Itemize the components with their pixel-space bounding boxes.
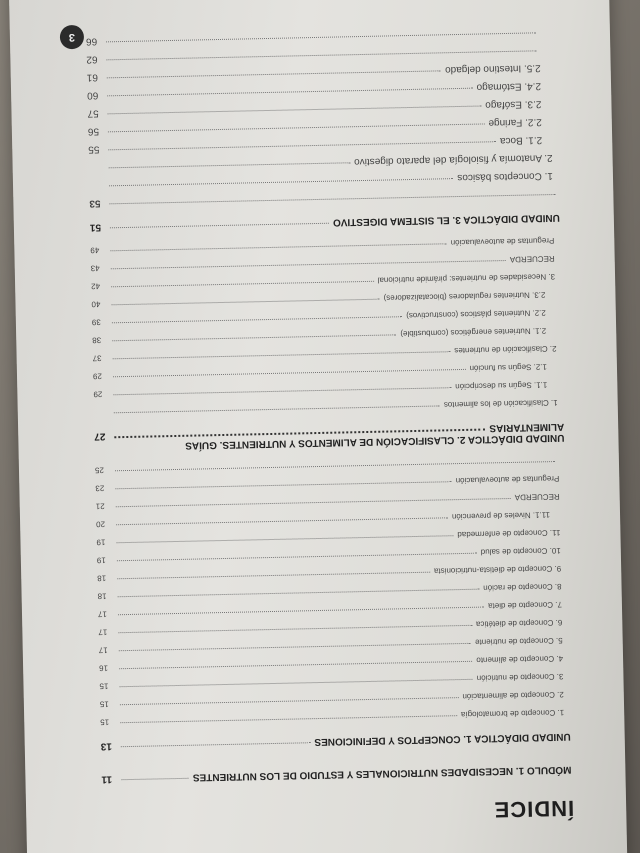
toc-entry-page: 39 <box>91 317 101 327</box>
dot-leader <box>112 316 402 323</box>
dot-leader <box>121 778 188 780</box>
toc-entry-label: 1.1. Según su descripción <box>455 380 548 392</box>
toc-entry-label: 10. Concepto de salud <box>480 545 561 557</box>
toc-entry-page: 16 <box>99 663 109 673</box>
toc-entry-page: 15 <box>100 717 110 727</box>
toc-entry-label: 2.2. Faringe <box>488 116 542 129</box>
toc-entry-page: 42 <box>91 281 101 291</box>
toc-entry-page: 57 <box>87 107 99 119</box>
toc-entry-label: 1.2. Según su función <box>469 362 548 373</box>
dot-leader <box>114 405 440 413</box>
toc-entry-label: Preguntas de autoevaluación <box>455 473 560 486</box>
toc-entry-label: Preguntas de autoevaluación <box>450 236 555 248</box>
unit1-label: UNIDAD DIDÁCTICA 1. CONCEPTOS Y DEFINICIONES <box>314 730 571 748</box>
dot-leader <box>109 162 350 168</box>
toc-entry-page: 29 <box>92 371 103 381</box>
unit3-label: UNIDAD DIDÁCTICA 3. EL SISTEMA DIGESTIVO <box>332 211 560 228</box>
unit3-page2: 53 <box>89 197 101 209</box>
unit3-heading <box>90 212 560 233</box>
toc-entry-page: 17 <box>98 627 108 637</box>
unit2-label-line1: UNIDAD DIDÁCTICA 2. CLASIFICACIÓN DE ALIMENTOS Y NUTRIENTES. GUÍAS <box>185 431 565 451</box>
toc-entry-label: 2.1. Boca <box>499 134 543 147</box>
toc-entry-page: 62 <box>86 53 98 65</box>
dot-leader <box>112 299 380 306</box>
toc-entry-page: 40 <box>91 299 101 309</box>
toc-entry-label: 1. Conceptos básicos <box>457 170 554 184</box>
toc-entry-page: 55 <box>88 143 100 155</box>
module-heading <box>101 764 571 785</box>
dot-leader <box>108 106 482 115</box>
toc-entry-label: RECUERDA <box>509 254 555 264</box>
dot-leader <box>107 88 472 97</box>
toc-entry-label: 3. Concepto de nutrición <box>476 671 564 683</box>
toc-entry-page: 43 <box>90 263 100 273</box>
toc-entry-label: 2. Concepto de alimentación <box>462 689 564 702</box>
toc-entry-page: 19 <box>96 555 106 565</box>
toc-entry-label: 7. Concepto de dieta <box>487 599 563 611</box>
unit1-heading <box>101 731 571 752</box>
dot-leader <box>109 194 555 204</box>
toc-entry-page: 23 <box>95 483 105 493</box>
dot-leader <box>119 661 472 669</box>
toc-entry-label: 3. Necesidades de nutrientes: pirámide nutricional <box>377 272 556 285</box>
toc-entry-label: 1. Concepto de bromatología <box>460 707 565 720</box>
dot-leader <box>112 334 396 341</box>
toc-entry-label: 2.3. Esófago <box>485 98 542 111</box>
toc-entry-label: 1. Clasificación de los alimentos <box>443 397 558 410</box>
dot-leader <box>110 223 329 229</box>
toc-entry-page: 15 <box>99 699 109 709</box>
toc-entry-label: 9. Concepto de dietista-nutricionista <box>433 563 562 576</box>
dot-leader <box>107 70 441 78</box>
unit2-label-line2: ALIMENTARIAS <box>489 420 565 434</box>
dot-leader <box>117 553 477 562</box>
toc-entry-label: 4. Concepto de alimento <box>476 653 564 665</box>
toc-entry-label: 11. Concepto de enfermedad <box>457 527 561 540</box>
toc-entry-page: 21 <box>95 501 105 511</box>
toc-entry-page: 38 <box>92 335 102 345</box>
dot-leader <box>120 715 457 723</box>
toc-entry-page: 60 <box>87 89 99 101</box>
module-label: MÓDULO 1. NECESIDADES NUTRICIONALES Y ESTUDIO DE LOS NUTRIENTES <box>192 763 572 783</box>
dot-leader <box>108 141 496 150</box>
toc-entry-page: 66 <box>85 35 98 47</box>
module-page: 11 <box>101 773 113 785</box>
unit2-page: 27 <box>94 430 106 442</box>
table-of-contents <box>86 22 572 785</box>
dot-leader <box>113 387 451 395</box>
dot-leader <box>111 260 506 269</box>
toc-entry-label: RECUERDA <box>514 491 560 502</box>
toc-entry-label: 2.3. Nutrientes reguladores (biocatalizadores) <box>383 290 546 303</box>
dot-leader <box>109 178 453 186</box>
toc-entry-label: 2.1. Nutrientes energéticos (combustible) <box>400 326 547 339</box>
toc-entry-page: 29 <box>93 389 103 399</box>
unit1-page: 13 <box>100 740 113 752</box>
toc-entry-page: 17 <box>97 609 108 619</box>
toc-entry-page: 49 <box>90 245 100 255</box>
dot-leader <box>117 572 430 580</box>
toc-entry-label: 2. Clasificación de nutrientes <box>454 343 557 356</box>
unit3-entries <box>86 22 559 194</box>
unit2-entries <box>90 231 564 421</box>
dot-leader <box>108 123 485 132</box>
toc-entry-page: 25 <box>94 465 105 475</box>
dot-leader <box>120 679 473 687</box>
page-number-badge: 3 <box>60 25 84 49</box>
dot-leader <box>116 498 511 507</box>
toc-entry-page: 20 <box>96 519 106 529</box>
dot-leader <box>118 625 472 633</box>
dot-leader <box>120 697 459 705</box>
toc-entry-label: 5. Concepto de nutriente <box>474 635 563 647</box>
dot-leader <box>110 243 446 251</box>
toc-entry-label: 6. Concepto de dietética <box>475 617 563 629</box>
dot-leader <box>111 281 374 287</box>
unit3-page: 51 <box>89 221 102 233</box>
toc-entry-label: 8. Concepto de ración <box>483 581 562 593</box>
dot-leader <box>115 481 451 489</box>
toc-entry-label: 2.2. Nutrientes plásticos (constructivos) <box>406 308 546 321</box>
dot-leader <box>117 535 454 543</box>
toc-entry-label: 2. Anatomía y fisiología del aparato digestivo <box>354 152 553 168</box>
dot-leader <box>118 589 480 598</box>
dot-leader <box>106 32 536 42</box>
toc-entry-label: 2.5. Intestino delgado <box>444 62 541 76</box>
toc-entry-page: 17 <box>98 645 108 655</box>
book-page <box>9 0 628 853</box>
toc-entry-label: 2.4. Estómago <box>476 80 542 93</box>
page-content <box>49 5 586 846</box>
toc-entry-label: 11.1. Niveles de prevención <box>451 510 551 522</box>
toc-entry-page: 37 <box>92 353 102 363</box>
toc-entry-page: 19 <box>96 537 106 547</box>
toc-entry-page: 61 <box>86 71 99 83</box>
toc-entry-page: 56 <box>87 125 100 137</box>
dot-leader <box>118 607 484 616</box>
dot-leader <box>113 369 466 377</box>
dot-leader <box>119 643 471 651</box>
unit2-heading <box>94 421 564 453</box>
toc-entry-page: 15 <box>99 681 109 691</box>
toc-entry-page: 18 <box>97 573 107 583</box>
dot-leader <box>121 742 311 747</box>
dot-leader <box>113 351 451 359</box>
toc-entry-page: 18 <box>97 591 107 601</box>
dot-leader <box>116 517 448 525</box>
page-title: ÍNDICE <box>493 795 575 823</box>
unit1-entries <box>95 451 571 731</box>
